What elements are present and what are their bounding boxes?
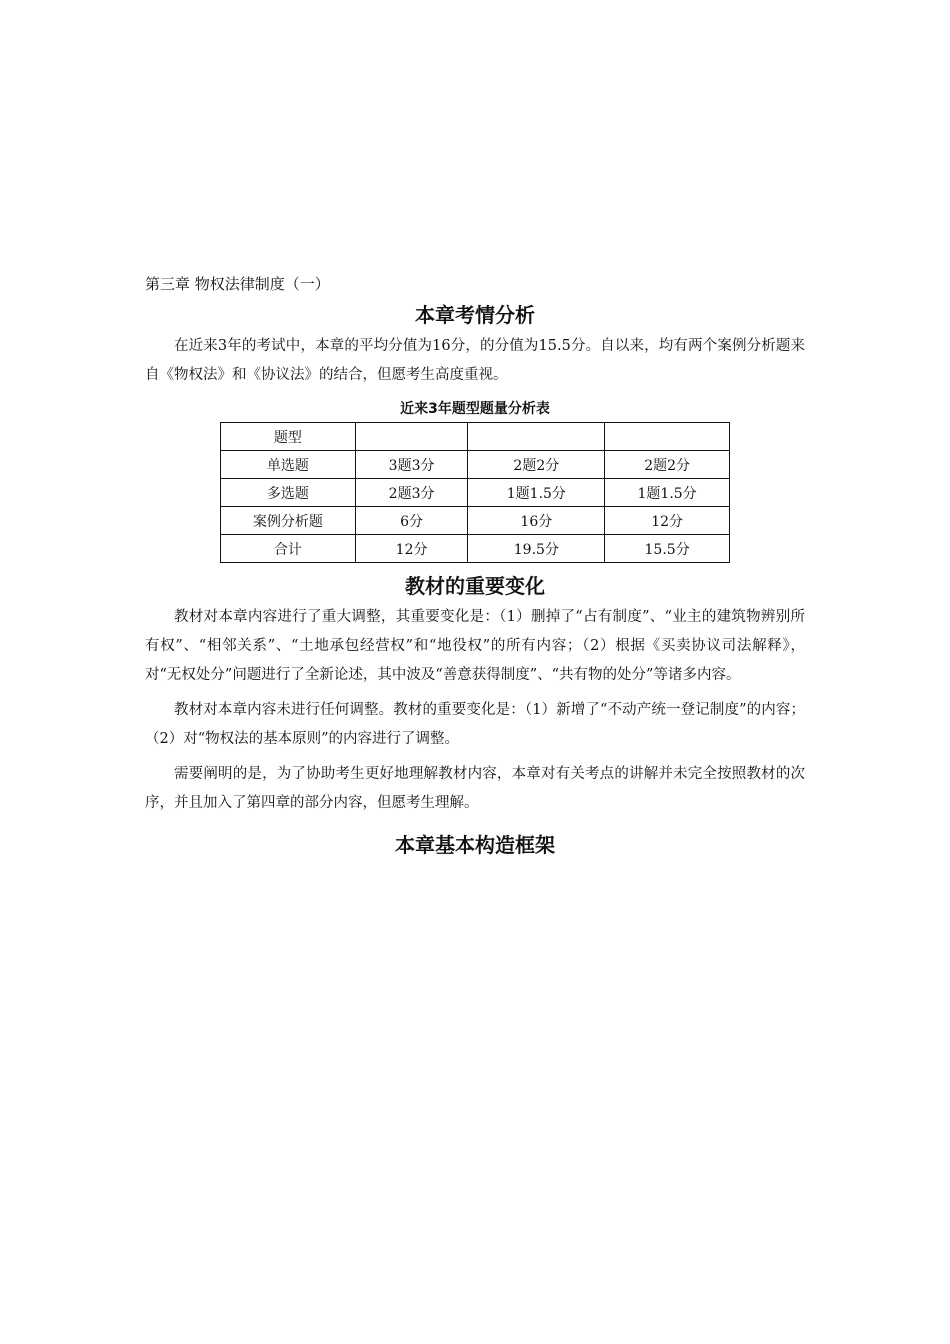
table-cell: 19.5分 (468, 535, 605, 563)
table-cell: 2题2分 (605, 451, 730, 479)
table-row (221, 535, 730, 563)
page-content (145, 270, 805, 862)
table-cell: 12分 (355, 535, 468, 563)
textbook-changes-paragraph: 教材对本章内容未进行任何调整。教材的重要变化是：（1）新增了“不动产统一登记制度”的内容；（2）对“物权法的基本原则”的内容进行了调整。 (145, 702, 805, 747)
section-heading-framework: 本章基本构造框架 (395, 833, 555, 857)
table-cell: 2题3分 (355, 479, 468, 507)
section-heading-textbook-changes: 教材的重要变化 (405, 574, 545, 598)
table-cell: 6分 (355, 507, 468, 535)
table-cell: 12分 (605, 507, 730, 535)
table-header-row (221, 423, 730, 451)
table-row (221, 451, 730, 479)
question-type-table (220, 422, 730, 563)
table-cell: 3题3分 (355, 451, 468, 479)
table-cell: 1题1.5分 (468, 479, 605, 507)
table-row (221, 507, 730, 535)
table-caption: 近来3年题型题量分析表 (400, 401, 550, 417)
textbook-changes-paragraph: 教材对本章内容进行了重大调整，其重要变化是：（1）删掉了“占有制度”、“业主的建筑物辨别所有权”、“相邻关系”、“土地承包经营权”和“地役权”的所有内容；（2）根据《买卖协议司法解释》，对“无权处分”问题进行了全新论述，其中波及“善意获得制度”、“共有物的处分”等诸多内容。 (145, 609, 805, 683)
exam-analysis-paragraph: 在近来3年的考试中，本章的平均分值为16分，的分值为15.5分。自以来，均有两个案例分析题来自《物权法》和《协议法》的结合，但愿考生高度重视。 (145, 338, 805, 383)
table-header-cell: 题型 (221, 423, 356, 451)
table-header-cell (355, 423, 468, 451)
table-cell: 1题1.5分 (605, 479, 730, 507)
table-cell: 15.5分 (605, 535, 730, 563)
table-cell: 案例分析题 (221, 507, 356, 535)
textbook-changes-paragraph: 需要阐明的是，为了协助考生更好地理解教材内容，本章对有关考点的讲解并未完全按照教材的次序，并且加入了第四章的部分内容，但愿考生理解。 (145, 766, 805, 811)
table-header-cell (605, 423, 730, 451)
table-cell: 单选题 (221, 451, 356, 479)
section-heading-exam-analysis: 本章考情分析 (415, 303, 535, 327)
chapter-title: 第三章 物权法律制度（一） (145, 275, 330, 293)
table-row (221, 479, 730, 507)
table-cell: 多选题 (221, 479, 356, 507)
table-header-cell (468, 423, 605, 451)
table-cell: 合计 (221, 535, 356, 563)
table-cell: 16分 (468, 507, 605, 535)
table-cell: 2题2分 (468, 451, 605, 479)
